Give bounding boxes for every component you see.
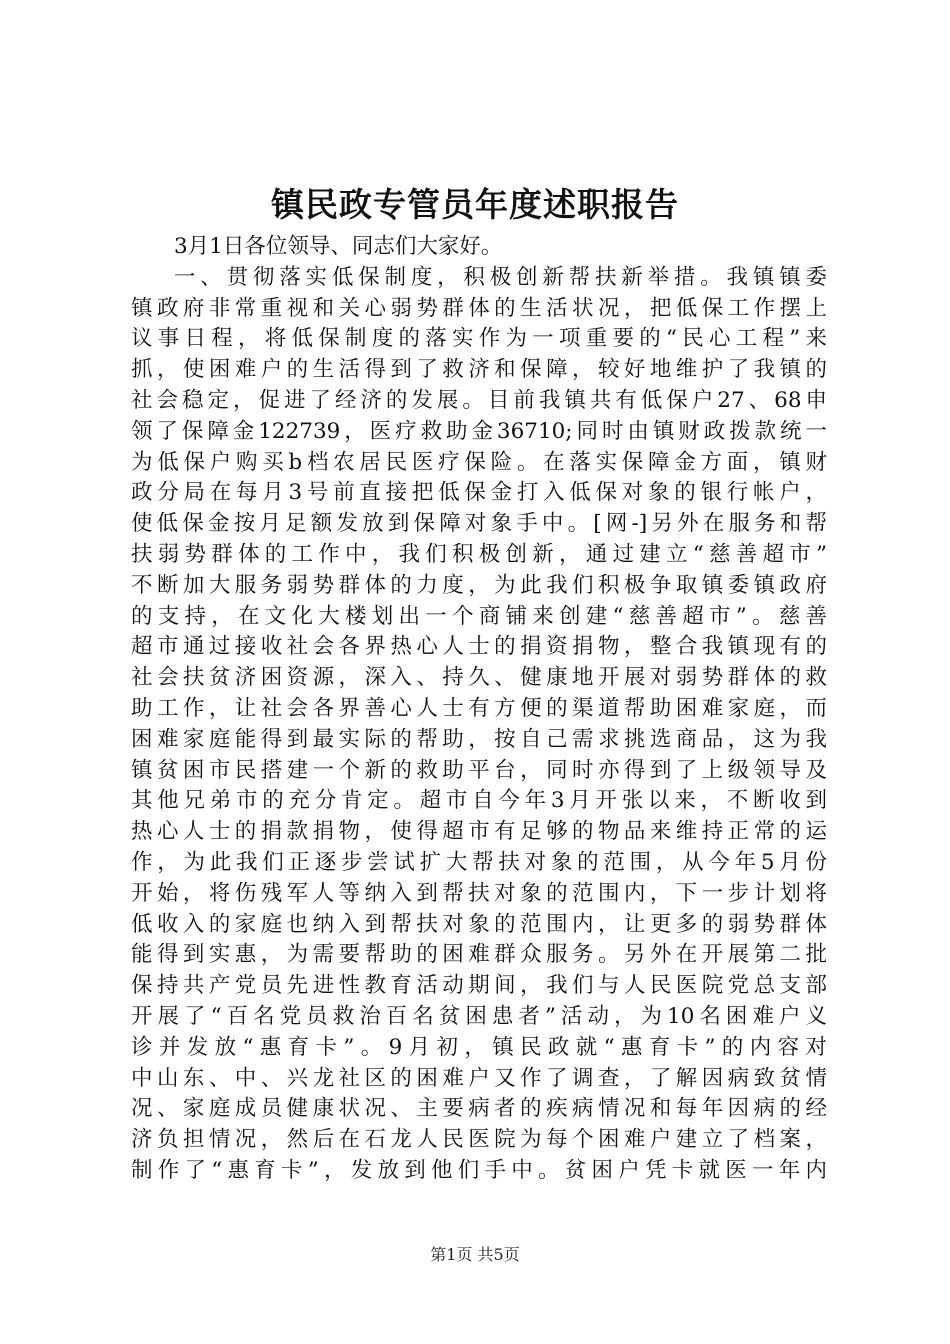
text-line: 抓，使困难户的生活得到了救济和保障，较好地维护了我镇的 [131, 357, 827, 383]
text-line: 镇政府非常重视和关心弱势群体的生活状况，把低保工作摆上 [131, 295, 827, 321]
page-number: 第1页 共5页 [430, 1245, 520, 1264]
text-line: 助工作，让社会各界善心人士有方便的渠道帮助困难家庭，而 [131, 695, 827, 721]
text-line: 中山东、中、兴龙社区的困难户又作了调查，了解因病致贫情 [131, 1065, 827, 1091]
text-line: 保持共产党员先进性教育活动期间，我们与人民医院党总支部 [131, 973, 827, 999]
text-line: 能得到实惠，为需要帮助的困难群众服务。另外在开展第二批 [131, 942, 827, 968]
text-line: 领了保障金122739，医疗救助金36710;同时由镇财政拨款统一 [131, 418, 827, 444]
text-line: 不断加大服务弱势群体的力度，为此我们积极争取镇委镇政府 [131, 572, 827, 598]
text-line: 政分局在每月3号前直接把低保金打入低保对象的银行帐户， [131, 480, 827, 506]
text-line: 社会扶贫济困资源，深入、持久、健康地开展对弱势群体的救 [131, 665, 827, 691]
text-line: 一、贯彻落实低保制度，积极创新帮扶新举措。我镇镇委 [174, 264, 827, 290]
text-line: 议事日程，将低保制度的落实作为一项重要的“民心工程”来 [131, 326, 827, 352]
text-line: 超市通过接收社会各界热心人士的捐资捐物，整合我镇现有的 [131, 634, 827, 660]
text-line: 的支持，在文化大楼划出一个商铺来创建“慈善超市”。慈善 [131, 603, 827, 629]
text-line: 其他兄弟市的充分肯定。超市自今年3月开张以来，不断收到 [131, 788, 827, 814]
text-line: 制作了“惠育卡”，发放到他们手中。贫困户凭卡就医一年内 [131, 1157, 827, 1183]
text-line: 低收入的家庭也纳入到帮扶对象的范围内，让更多的弱势群体 [131, 911, 827, 937]
text-line: 困难家庭能得到最实际的帮助，按自己需求挑选商品，这为我 [131, 726, 827, 752]
text-line: 社会稳定，促进了经济的发展。目前我镇共有低保户27、68申 [131, 387, 827, 413]
document-title: 镇民政专管员年度述职报告 [271, 185, 679, 224]
text-line: 热心人士的捐款捐物，使得超市有足够的物品来维持正常的运 [131, 819, 827, 845]
text-line: 扶弱势群体的工作中，我们积极创新，通过建立“慈善超市” [131, 541, 827, 567]
text-line: 使低保金按月足额发放到保障对象手中。[网-]另外在服务和帮 [131, 511, 827, 537]
text-line: 况、家庭成员健康状况、主要病者的疾病情况和每年因病的经 [131, 1096, 827, 1122]
document-body [131, 232, 827, 1187]
text-line: 3月1日各位领导、同志们大家好。 [174, 234, 503, 259]
text-line: 为低保户购买b档农居民医疗保险。在落实保障金方面，镇财 [131, 449, 827, 475]
text-line: 诊并发放“惠育卡”。9月初，镇民政就“惠育卡”的内容对 [131, 1034, 827, 1060]
text-line: 开展了“百名党员救治百名贫困患者”活动，为10名困难户义 [131, 1003, 827, 1029]
text-line: 开始，将伤残军人等纳入到帮扶对象的范围内，下一步计划将 [131, 880, 827, 906]
text-line: 作，为此我们正逐步尝试扩大帮扶对象的范围，从今年5月份 [131, 849, 827, 875]
text-line: 济负担情况，然后在石龙人民医院为每个困难户建立了档案， [131, 1127, 827, 1153]
text-line: 镇贫困市民搭建一个新的救助平台，同时亦得到了上级领导及 [131, 757, 827, 783]
